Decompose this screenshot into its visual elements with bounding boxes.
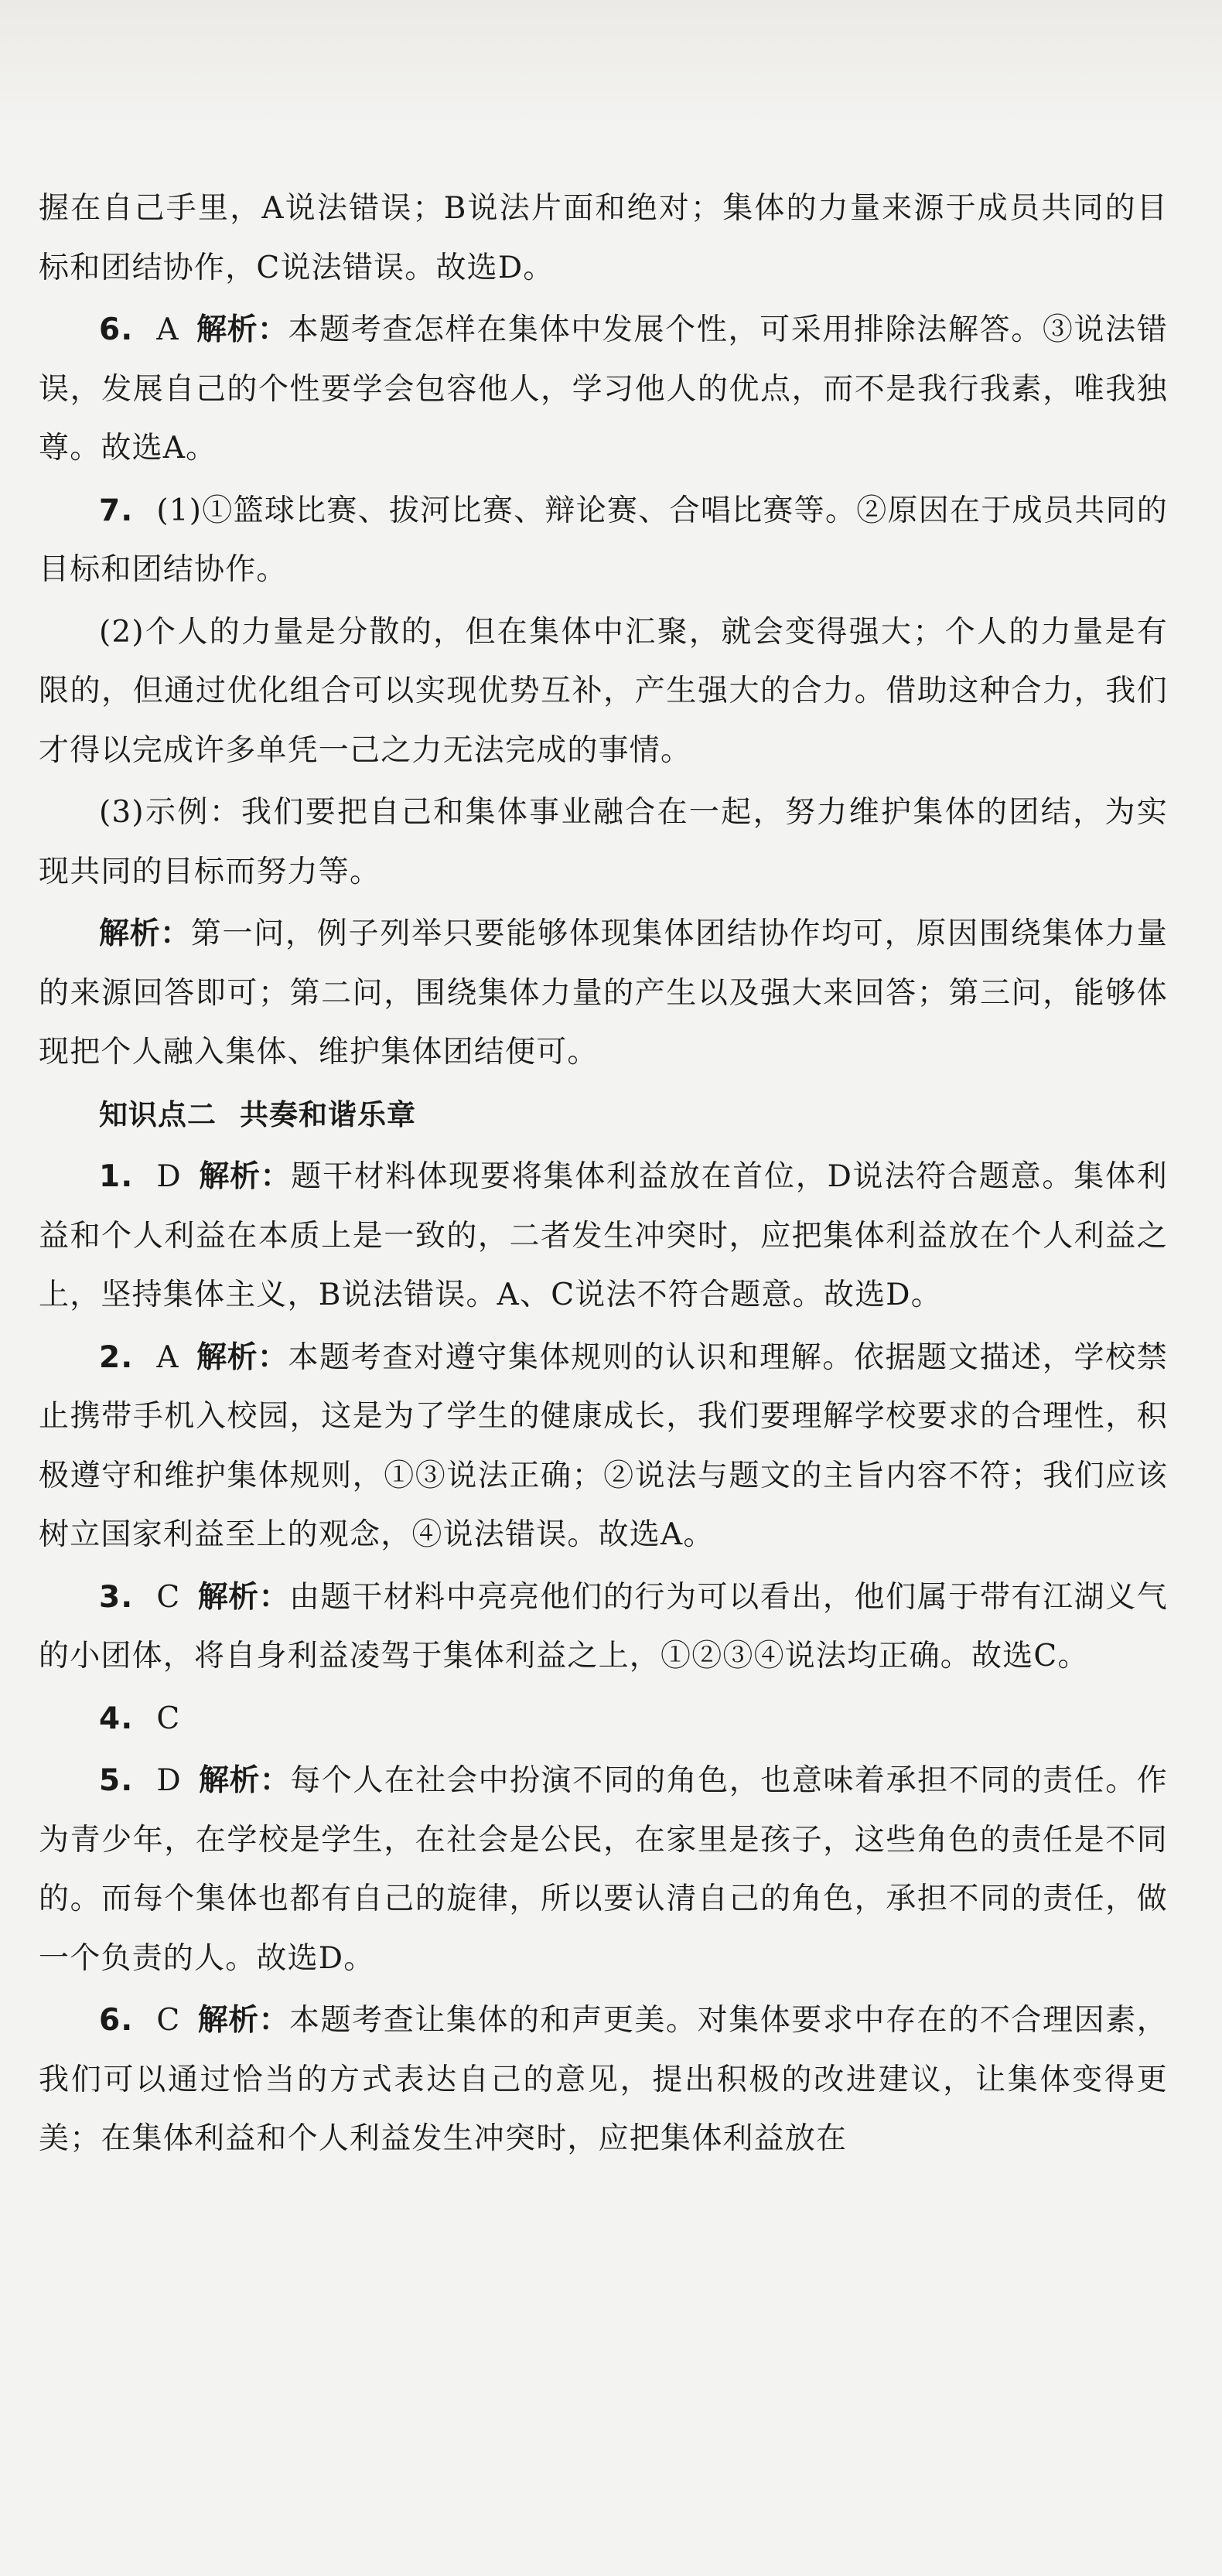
answer-text: 每个人在社会中扮演不同的角色，也意味着承担不同的责任。作为青少年，在学校是学生，在社会是公民，在家里是孩子，这些角色的责任是不同的。而每个集体也都有自己的旋律，所以要认清自己的角色，承担不同的责任，做一个负责的人。故选D。 bbox=[39, 1763, 1168, 1976]
section-heading bbox=[39, 1086, 1168, 1145]
answer-text: 本题考查怎样在集体中发展个性，可采用排除法解答。③说法错误，发展自己的个性要学会包容他人，学习他人的优点，而不是我行我素，唯我独尊。故选A。 bbox=[39, 312, 1168, 466]
question-number: 5. bbox=[99, 1763, 134, 1798]
answer-text: (1)①篮球比赛、拔河比赛、辩论赛、合唱比赛等。②原因在于成员共同的目标和团结协作。 bbox=[39, 493, 1168, 587]
answer-choice: D bbox=[156, 1763, 182, 1798]
answer-item bbox=[39, 1991, 1168, 2169]
answer-text: 第一问，例子列举只要能够体现集体团结协作均可，原因围绕集体力量的来源回答即可；第二问，围绕集体力量的产生以及强大来回答；第三问，能够体现把个人融入集体、维护集体团结便可。 bbox=[39, 916, 1168, 1070]
analysis-label: 解析： bbox=[197, 2003, 289, 2038]
analysis-label: 解析： bbox=[197, 1579, 289, 1615]
analysis-label: 解析： bbox=[198, 1763, 291, 1798]
analysis-label: 解析： bbox=[196, 1339, 288, 1375]
question-number: 7. bbox=[99, 493, 134, 528]
answer-text: 由题干材料中亮亮他们的行为可以看出，他们属于带有江湖义气的小团体，将自身利益凌驾于集体利益之上，①②③④说法均正确。故选C。 bbox=[39, 1579, 1168, 1674]
question-number: 1. bbox=[99, 1159, 134, 1194]
answer-item bbox=[39, 1329, 1168, 1565]
section-heading-title: 共奏和谐乐章 bbox=[240, 1097, 416, 1131]
answer-text: 题干材料体现要将集体利益放在首位，D说法符合题意。集体利益和个人利益在本质上是一致的，二者发生冲突时，应把集体利益放在个人利益之上，坚持集体主义，B说法错误。A、C说法不符合题意。故选D。 bbox=[39, 1159, 1168, 1312]
answer-choice: C bbox=[156, 1579, 181, 1615]
answer-item bbox=[39, 905, 1168, 1083]
answer-text: 本题考查让集体的和声更美。对集体要求中存在的不合理因素，我们可以通过恰当的方式表达自己的意见，提出积极的改进建议，让集体变得更美；在集体利益和个人利益发生冲突时，应把集体利益放在 bbox=[39, 2003, 1168, 2156]
section-heading-number: 知识点二 bbox=[99, 1097, 217, 1131]
answer-choice: D bbox=[156, 1159, 182, 1194]
answer-item bbox=[39, 1752, 1168, 1988]
answer-item bbox=[39, 301, 1168, 479]
answer-item bbox=[39, 1148, 1168, 1326]
answer-choice: C bbox=[156, 1701, 181, 1736]
answer-paragraph bbox=[39, 783, 1168, 902]
question-number: 2. bbox=[99, 1339, 134, 1375]
answer-item bbox=[39, 1690, 1168, 1749]
answer-choice: A bbox=[156, 1339, 179, 1375]
answer-item bbox=[39, 1568, 1168, 1687]
answer-paragraph bbox=[39, 603, 1168, 781]
answer-paragraph bbox=[39, 179, 1168, 298]
paragraph-text: 握在自己手里，A说法错误；B说法片面和绝对；集体的力量来源于成员共同的目标和团结协作，C说法错误。故选D。 bbox=[39, 191, 1168, 285]
analysis-label: 解析： bbox=[198, 1159, 292, 1194]
paragraph-text: (3)示例：我们要把自己和集体事业融合在一起，努力维护集体的团结，为实现共同的目标而努力等。 bbox=[39, 795, 1168, 889]
question-number: 3. bbox=[99, 1579, 134, 1615]
answer-choice: A bbox=[156, 312, 179, 347]
question-number: 4. bbox=[99, 1701, 134, 1736]
question-number: 6. bbox=[99, 2003, 134, 2038]
analysis-label: 解析： bbox=[99, 916, 191, 951]
question-number: 6. bbox=[99, 312, 134, 347]
answer-item bbox=[39, 482, 1168, 600]
answer-text: 本题考查对遵守集体规则的认识和理解。依据题文描述，学校禁止携带手机入校园，这是为了学生的健康成长，我们要理解学校要求的合理性，积极遵守和维护集体规则，①③说法正确；②说法与题文的主旨内容不符；我们应该树立国家利益至上的观念，④说法错误。故选A。 bbox=[39, 1339, 1168, 1552]
answer-choice: C bbox=[156, 2003, 181, 2038]
analysis-label: 解析： bbox=[196, 312, 288, 347]
answer-content bbox=[39, 179, 1168, 2169]
paragraph-text: (2)个人的力量是分散的，但在集体中汇聚，就会变得强大；个人的力量是有限的，但通过优化组合可以实现优势互补，产生强大的合力。借助这种合力，我们才得以完成许多单凭一己之力无法完成的事情。 bbox=[39, 614, 1168, 768]
